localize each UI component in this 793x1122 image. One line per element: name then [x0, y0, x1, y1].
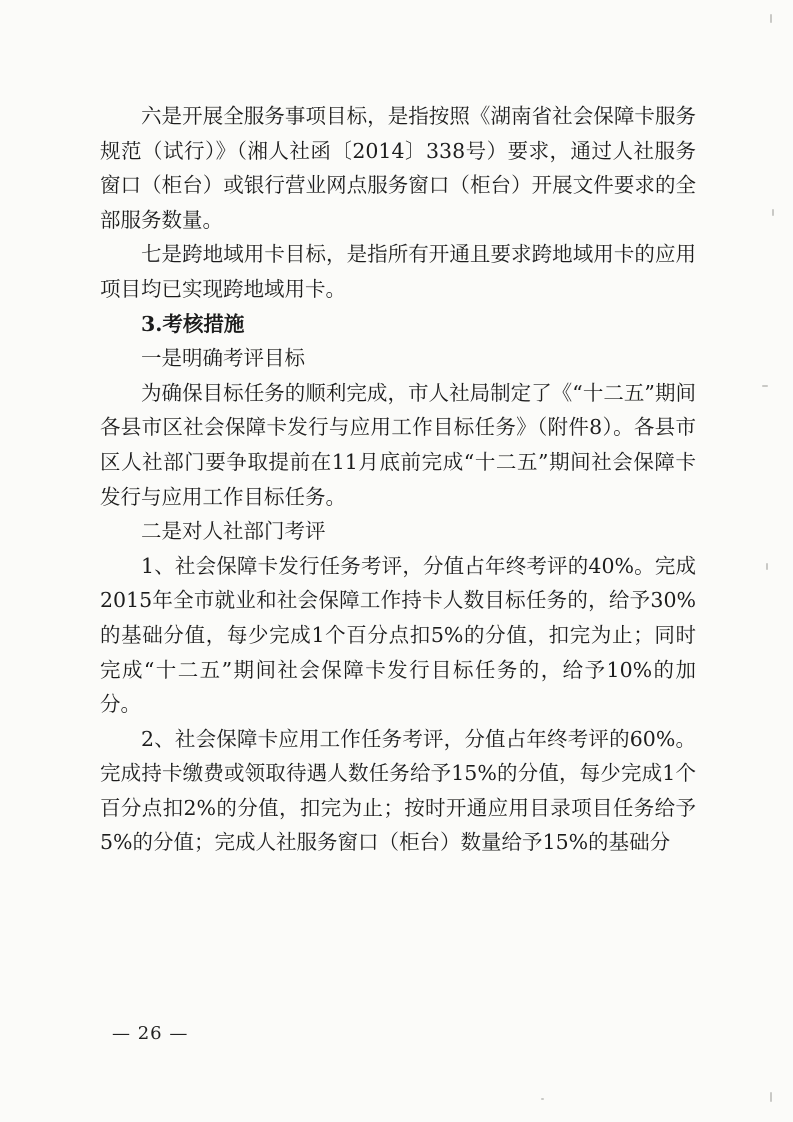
scan-speck — [541, 1098, 544, 1100]
subheading-department-evaluation: 二是对人社部门考评 — [141, 519, 326, 544]
paragraph-target-tasks: 为确保目标任务的顺利完成，市人社局制定了《“十二五”期间各县市区社会保障卡发行与应用工作目标任务》（附件8）。各县市区人社部门要争取提前在11月底前完成“十二五”期间社会保障卡发行与应用工作目标任务。 — [100, 380, 696, 509]
scan-speck — [772, 209, 774, 216]
section-heading-assessment: 3.考核措施 — [141, 311, 245, 336]
paragraph-service-items: 六是开展全服务事项目标，是指按照《湖南省社会保障卡服务规范（试行）》（湘人社函〔2014〕338号）要求，通过人社服务窗口（柜台）或银行营业网点服务窗口（柜台）开展文件要求的全部服务数量。 — [100, 104, 696, 232]
paragraph-card-issuance: 1、社会保障卡发行任务考评，分值占年终考评的40%。完成2015年全市就业和社会保障工作持卡人数目标任务的，给予30%的基础分值，每少完成1个百分点扣5%的分值，扣完为止；同时完成“十二五”期间社会保障卡发行目标任务的，给予10%的加分。 — [100, 553, 696, 717]
scan-speck — [770, 14, 772, 23]
subheading-clear-targets: 一是明确考评目标 — [141, 346, 305, 371]
paragraph-cross-region: 七是跨地域用卡目标，是指所有开通且要求跨地域用卡的应用项目均已实现跨地域用卡。 — [100, 242, 696, 301]
document-body — [100, 99, 696, 860]
scan-speck — [766, 563, 768, 570]
scan-speck — [770, 1092, 772, 1102]
scan-speck — [762, 385, 768, 387]
paragraph-card-application: 2、社会保障卡应用工作任务考评，分值占年终考评的60%。完成持卡缴费或领取待遇人数任务给予15%的分值，每少完成1个百分点扣2%的分值，扣完为止；按时开通应用目录项目任务给予5%的分值；完成人社服务窗口（柜台）数量给予15%的基础分 — [100, 726, 696, 855]
page-number: — 26 — — [112, 1023, 189, 1044]
